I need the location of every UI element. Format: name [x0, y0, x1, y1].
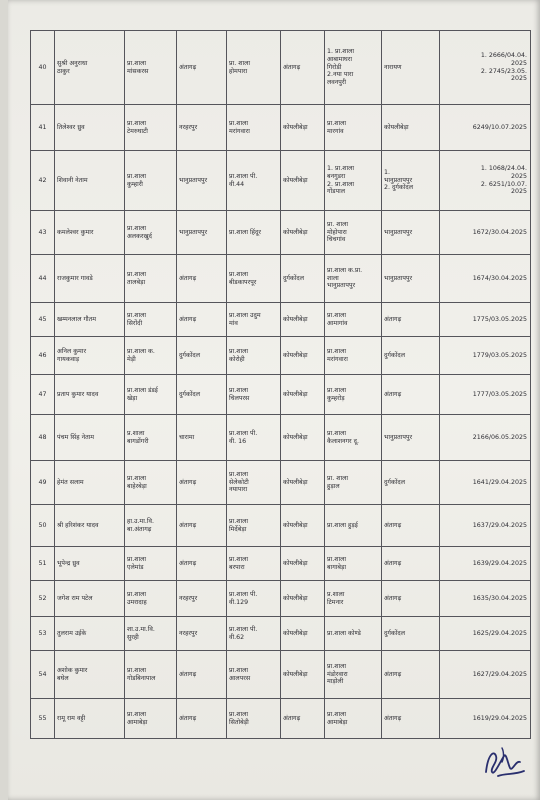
attached-block-cell: अंतागढ़	[382, 651, 440, 699]
current-school-cell: प्रा.शाला पी. वी. 16	[227, 415, 281, 461]
current-school-cell: प्रा.शाला बरपारा	[227, 547, 281, 581]
current-block-cell: कोयलीबेड़ा	[281, 505, 325, 547]
serial-number-cell: 47	[31, 375, 55, 415]
table-row	[31, 375, 531, 415]
attached-school-cell: प्रा.शाला मरांगवारा	[325, 337, 382, 375]
attached-school-cell: प्रा.शाला क.प्रा. शाला भानुप्रतापपुर	[325, 255, 382, 303]
original-school-cell: प्रा.शाला एलेमांड	[125, 547, 177, 581]
original-block-cell: नरहरपुर	[177, 105, 227, 151]
original-block-cell: अंतागढ़	[177, 461, 227, 505]
original-school-cell: प्रा.शाला टेमरुघाटी	[125, 105, 177, 151]
employee-name-cell: अशोक कुमार बघेल	[55, 651, 125, 699]
attached-block-cell: अंतागढ़	[382, 303, 440, 337]
table-row	[31, 211, 531, 255]
serial-number-cell: 51	[31, 547, 55, 581]
order-number-date-cell: 1625/29.04.2025	[440, 617, 531, 651]
attached-school-cell: प्रा.शाला हुड़ई	[325, 505, 382, 547]
table-row	[31, 505, 531, 547]
attached-block-cell: अंतागढ़	[382, 581, 440, 617]
table-row	[31, 151, 531, 211]
order-number-date-cell: 2166/06.05.2025	[440, 415, 531, 461]
original-block-cell: नरहरपुर	[177, 581, 227, 617]
employee-name-cell: रामू राम वट्टी	[55, 699, 125, 739]
current-block-cell: कोयलीबेड़ा	[281, 375, 325, 415]
table-row	[31, 581, 531, 617]
table-row	[31, 651, 531, 699]
current-block-cell: अंतागढ़	[281, 31, 325, 105]
serial-number-cell: 40	[31, 31, 55, 105]
table-row	[31, 337, 531, 375]
original-block-cell: नरहरपुर	[177, 617, 227, 651]
attached-school-cell: प्र.शाला टिमनार	[325, 581, 382, 617]
current-school-cell: प्रा.शाला बीडकापरपूर	[227, 255, 281, 303]
employee-name-cell: भूपेन्द्र ध्रुव	[55, 547, 125, 581]
employee-name-cell: पंचम सिंह नेताम	[55, 415, 125, 461]
original-block-cell: अंतागढ़	[177, 505, 227, 547]
original-school-cell: प्रा.शाला कुम्हारी	[125, 151, 177, 211]
current-school-cell: प्रा. शाला होमपारा	[227, 31, 281, 105]
employee-name-cell: जगेश राम पटेल	[55, 581, 125, 617]
serial-number-cell: 43	[31, 211, 55, 255]
attached-block-cell: दुर्गकोंदल	[382, 337, 440, 375]
current-block-cell: अंतागढ़	[281, 699, 325, 739]
attached-block-cell: भानुप्रतापपुर	[382, 415, 440, 461]
original-block-cell: अंतागढ़	[177, 651, 227, 699]
employee-name-cell: शिवानी नेताम	[55, 151, 125, 211]
original-block-cell: चारामा	[177, 415, 227, 461]
serial-number-cell: 55	[31, 699, 55, 739]
order-number-date-cell: 1619/29.04.2025	[440, 699, 531, 739]
current-school-cell: प्रा.शाला पी. वी.62	[227, 617, 281, 651]
attached-block-cell: भानुप्रतापपुर	[382, 255, 440, 303]
original-block-cell: अंतागढ़	[177, 547, 227, 581]
order-number-date-cell: 1674/30.04.2025	[440, 255, 531, 303]
order-number-date-cell: 1. 1068/24.04. 2025 2. 6251/10.07. 2025	[440, 151, 531, 211]
original-school-cell: प्रा.शाला गोडबिनापाल	[125, 651, 177, 699]
attached-block-cell: अंतागढ़	[382, 375, 440, 415]
original-school-cell: शा.उ.मा.वि. सुरही	[125, 617, 177, 651]
original-block-cell: अंतागढ़	[177, 699, 227, 739]
current-block-cell: कोयलीबेड़ा	[281, 461, 325, 505]
current-school-cell: प्रा.शाला मिर्देबेड़ा	[227, 505, 281, 547]
current-block-cell: कोयलीबेड़ा	[281, 337, 325, 375]
employee-name-cell: तुलराम उईके	[55, 617, 125, 651]
original-block-cell: अंतागढ़	[177, 303, 227, 337]
current-block-cell: कोयलीबेड़ा	[281, 581, 325, 617]
transfer-table	[30, 30, 531, 739]
original-block-cell: अंतागढ़	[177, 31, 227, 105]
original-school-cell: प्रा.शाला क. मेड़ी	[125, 337, 177, 375]
serial-number-cell: 54	[31, 651, 55, 699]
table-row	[31, 617, 531, 651]
attached-school-cell: प्रा.शाला मारगांव	[325, 105, 382, 151]
table-row	[31, 547, 531, 581]
document-page	[8, 0, 540, 800]
current-school-cell: प्रा.शाला उदुम मांव	[227, 303, 281, 337]
employee-name-cell: कमलेश्वर कुमार	[55, 211, 125, 255]
attached-school-cell: प्रा.शाला आमागांव	[325, 303, 382, 337]
order-number-date-cell: 1635/30.04.2025	[440, 581, 531, 617]
employee-name-cell: प्रताप कुमार यादव	[55, 375, 125, 415]
current-block-cell: कोयलीबेड़ा	[281, 105, 325, 151]
attached-school-cell: 1. प्रा.शाला बनगुडरा 2. प्रा.शाला गोंडपाल	[325, 151, 382, 211]
signature-icon	[480, 742, 530, 782]
serial-number-cell: 48	[31, 415, 55, 461]
current-block-cell: कोयलीबेड़ा	[281, 651, 325, 699]
original-block-cell: अंतागढ़	[177, 255, 227, 303]
attached-school-cell: प्रा. शाला हुड़ाल	[325, 461, 382, 505]
current-block-cell: कोयलीबेड़ा	[281, 303, 325, 337]
current-school-cell: प्रा.शाला सेलेकोटी नयापारा	[227, 461, 281, 505]
current-school-cell: प्रा.शाला मरांगवारा	[227, 105, 281, 151]
attached-school-cell: प्रा.शाला कोण्डे	[325, 617, 382, 651]
original-block-cell: दुर्गकोंदल	[177, 337, 227, 375]
order-number-date-cell: 1. 2666/04.04. 2025 2. 2745/23.05. 2025	[440, 31, 531, 105]
employee-name-cell: खम्मनलाल गौतम	[55, 303, 125, 337]
order-number-date-cell: 1777/03.05.2025	[440, 375, 531, 415]
original-block-cell: भानुप्रतापपुर	[177, 211, 227, 255]
attached-school-cell: प्रा.शाला कैलाशनगर दू.	[325, 415, 382, 461]
table-row	[31, 303, 531, 337]
order-number-date-cell: 1672/30.04.2025	[440, 211, 531, 255]
original-school-cell: प्रा.शाला तालबेड़ा	[125, 255, 177, 303]
order-number-date-cell: 1779/03.05.2025	[440, 337, 531, 375]
serial-number-cell: 52	[31, 581, 55, 617]
attached-block-cell: दुर्गकोंदल	[382, 461, 440, 505]
table-row	[31, 255, 531, 303]
table-row	[31, 105, 531, 151]
serial-number-cell: 41	[31, 105, 55, 151]
attached-block-cell: दुर्गकोंदल	[382, 617, 440, 651]
serial-number-cell: 50	[31, 505, 55, 547]
serial-number-cell: 45	[31, 303, 55, 337]
original-school-cell: प्रा.शाला उमरादाह	[125, 581, 177, 617]
current-block-cell: कोयलीबेड़ा	[281, 151, 325, 211]
original-school-cell: प्रा.शाला आमाबेड़ा	[125, 699, 177, 739]
original-block-cell: दुर्गकोंदल	[177, 375, 227, 415]
order-number-date-cell: 1627/29.04.2025	[440, 651, 531, 699]
original-school-cell: प्रा.शाला मांसकरस	[125, 31, 177, 105]
current-block-cell: दुर्गकोंदल	[281, 255, 325, 303]
order-number-date-cell: 6249/10.07.2025	[440, 105, 531, 151]
attached-block-cell: अंतागढ़	[382, 505, 440, 547]
attached-school-cell: प्रा.शाला आमाबेड़ा	[325, 699, 382, 739]
serial-number-cell: 46	[31, 337, 55, 375]
serial-number-cell: 53	[31, 617, 55, 651]
attached-school-cell: 1. प्रा.शाला आबामाघरा गिरोडी 2.नया पारा लवनपुरी	[325, 31, 382, 105]
employee-name-cell: हेमंत सलाम	[55, 461, 125, 505]
attached-block-cell: भानुप्रतापपुर	[382, 211, 440, 255]
employee-name-cell: राजकुमार गावडे	[55, 255, 125, 303]
attached-block-cell: अंतागढ़	[382, 699, 440, 739]
current-school-cell: प्रा.शाला पी. वी.129	[227, 581, 281, 617]
serial-number-cell: 49	[31, 461, 55, 505]
current-school-cell: प्रा.शाला चिलपरस	[227, 375, 281, 415]
attached-school-cell: प्रा.शाला कुम्हरोड़	[325, 375, 382, 415]
order-number-date-cell: 1637/29.04.2025	[440, 505, 531, 547]
attached-school-cell: प्रा.शाला मंडोरवारा माड़ोली	[325, 651, 382, 699]
attached-block-cell: कोयलीबेड़ा	[382, 105, 440, 151]
original-school-cell: प्र.शाला बागडोंगरी	[125, 415, 177, 461]
order-number-date-cell: 1775/03.05.2025	[440, 303, 531, 337]
current-block-cell: कोयलीबेड़ा	[281, 415, 325, 461]
table-row	[31, 31, 531, 105]
employee-name-cell: तिलेश्वर ध्रुव	[55, 105, 125, 151]
current-school-cell: प्रा.शाला सितोबेड़ी	[227, 699, 281, 739]
original-school-cell: हा.उ.मा.वि. बा.अंतागढ़	[125, 505, 177, 547]
current-block-cell: कोयलीबेड़ा	[281, 547, 325, 581]
attached-block-cell: नारायण	[382, 31, 440, 105]
attached-block-cell: अंतागढ़	[382, 547, 440, 581]
employee-name-cell: सुश्री अनुराधा ठाकुर	[55, 31, 125, 105]
serial-number-cell: 42	[31, 151, 55, 211]
serial-number-cell: 44	[31, 255, 55, 303]
attached-block-cell: 1. भानुप्रतापपुर 2. दुर्गकोंदल	[382, 151, 440, 211]
current-school-cell: प्रा.शाला कोरोही	[227, 337, 281, 375]
original-block-cell: भानुप्रतापपुर	[177, 151, 227, 211]
current-block-cell: कोयलीबेड़ा	[281, 617, 325, 651]
order-number-date-cell: 1639/29.04.2025	[440, 547, 531, 581]
table-row	[31, 699, 531, 739]
current-school-cell: प्रा.शाला हिंदूर	[227, 211, 281, 255]
current-school-cell: प्रा.शाला आलपरस	[227, 651, 281, 699]
current-school-cell: प्रा.शाला पी. वी.44	[227, 151, 281, 211]
original-school-cell: प्रा.शाला सिरोंदी	[125, 303, 177, 337]
table-row	[31, 461, 531, 505]
original-school-cell: प्रा.शाला डंडई खेड़ा	[125, 375, 177, 415]
attached-school-cell: प्रा.शाला बागाबेड़ा	[325, 547, 382, 581]
original-school-cell: प्रा.शाला अलकरखुर्द	[125, 211, 177, 255]
current-block-cell: कोयलीबेड़ा	[281, 211, 325, 255]
table-row	[31, 415, 531, 461]
employee-name-cell: अनिल कुमार गायकवाड़	[55, 337, 125, 375]
order-number-date-cell: 1641/29.04.2025	[440, 461, 531, 505]
attached-school-cell: प्रा. शाला मोहोपारा चिचगांव	[325, 211, 382, 255]
original-school-cell: प्रा.शाला बाहेरबेड़ा	[125, 461, 177, 505]
employee-name-cell: श्री हरिशंकर यादव	[55, 505, 125, 547]
